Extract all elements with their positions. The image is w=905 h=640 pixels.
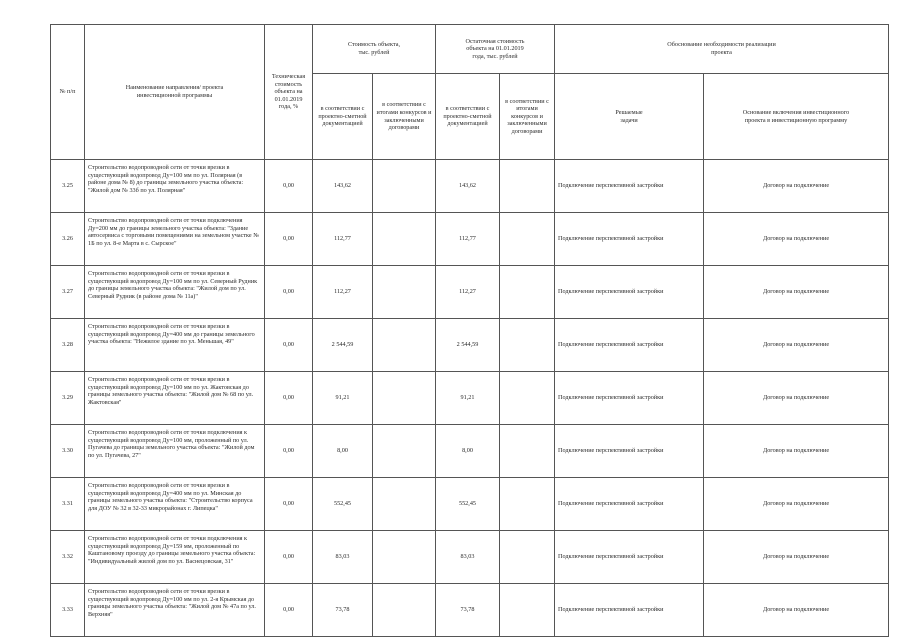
task-value: Подключение перспективной застройки <box>555 584 704 637</box>
cost-design-value: 8,00 <box>313 425 373 478</box>
row-number: 3.30 <box>51 425 85 478</box>
residual-design-value: 8,00 <box>436 425 500 478</box>
tech-state-value: 0,00 <box>265 372 313 425</box>
tech-state-value: 0,00 <box>265 266 313 319</box>
project-name: Строительство водопроводной сети от точки врезки в существующий водопровод Ду=400 мм по ул. Минская до границы земельного участка объекта: "Строительство корпуса для ДОУ № 32 в 32-33 микрорайонах г. Липецка" <box>85 478 265 531</box>
project-name: Строительство водопроводной сети от точки подключения к существующий водопровод Ду=159 мм, проложенный по Каштановому проезду до границы земельного участка объекта: "Индивидуальный жилой дом по ул. Васнецовская, 31" <box>85 531 265 584</box>
residual-design-value: 112,77 <box>436 213 500 266</box>
table-row <box>51 584 889 637</box>
task-value: Подключение перспективной застройки <box>555 319 704 372</box>
table-row <box>51 372 889 425</box>
cost-tenders-value <box>373 478 436 531</box>
row-number: 3.31 <box>51 478 85 531</box>
header-tasks: Решаемые задачи <box>555 74 704 160</box>
header-justification-group: Обоснование необходимости реализации проекта <box>555 25 889 74</box>
cost-design-value: 73,78 <box>313 584 373 637</box>
project-name: Строительство водопроводной сети от точки врезки в существующий водопровод Ду=100 мм по ул. 2-я Крымская до границы земельного участка объекта: "Жилой дом № 47а по ул. Верхняя" <box>85 584 265 637</box>
header-cost-design: в соответствии с проектно-сметной документацией <box>313 74 373 160</box>
tech-state-value: 0,00 <box>265 213 313 266</box>
tech-state-value: 0,00 <box>265 478 313 531</box>
basis-value: Договор на подключение <box>704 531 889 584</box>
residual-design-value: 143,62 <box>436 160 500 213</box>
residual-design-value: 91,21 <box>436 372 500 425</box>
residual-tenders-value <box>500 584 555 637</box>
tech-state-value: 0,00 <box>265 160 313 213</box>
row-number: 3.32 <box>51 531 85 584</box>
residual-tenders-value <box>500 213 555 266</box>
basis-value: Договор на подключение <box>704 372 889 425</box>
cost-tenders-value <box>373 319 436 372</box>
table-row <box>51 425 889 478</box>
project-name: Строительство водопроводной сети от точки подключения Ду=200 мм до границы земельного участка объекта: "Здание автосервиса с торговыми помещениями на земельном участке № 1Б по ул. 8-е Марта в с. Сырское" <box>85 213 265 266</box>
residual-tenders-value <box>500 266 555 319</box>
task-value: Подключение перспективной застройки <box>555 531 704 584</box>
tech-state-value: 0,00 <box>265 425 313 478</box>
table-row <box>51 319 889 372</box>
cost-tenders-value <box>373 266 436 319</box>
cost-tenders-value <box>373 425 436 478</box>
project-name: Строительство водопроводной сети от точки врезки в существующий водопровод Ду=400 мм до границы земельного участка объекта: "Нежилое здание по ул. Меньшая, 49" <box>85 319 265 372</box>
table-row <box>51 266 889 319</box>
basis-value: Договор на подключение <box>704 584 889 637</box>
table-row <box>51 478 889 531</box>
residual-tenders-value <box>500 160 555 213</box>
tech-state-value: 0,00 <box>265 584 313 637</box>
row-number: 3.26 <box>51 213 85 266</box>
residual-tenders-value <box>500 372 555 425</box>
table-row <box>51 213 889 266</box>
task-value: Подключение перспективной застройки <box>555 478 704 531</box>
row-number: 3.28 <box>51 319 85 372</box>
basis-value: Договор на подключение <box>704 319 889 372</box>
row-number: 3.25 <box>51 160 85 213</box>
cost-tenders-value <box>373 372 436 425</box>
header-basis: Основание включения инвестиционного проекта в инвестиционную программу <box>704 74 889 160</box>
residual-design-value: 2 544,59 <box>436 319 500 372</box>
header-cost-group: Стоимость объекта, тыс. рублей <box>313 25 436 74</box>
residual-design-value: 112,27 <box>436 266 500 319</box>
residual-tenders-value <box>500 319 555 372</box>
basis-value: Договор на подключение <box>704 478 889 531</box>
residual-design-value: 83,03 <box>436 531 500 584</box>
task-value: Подключение перспективной застройки <box>555 160 704 213</box>
cost-design-value: 112,27 <box>313 266 373 319</box>
cost-tenders-value <box>373 213 436 266</box>
cost-design-value: 91,21 <box>313 372 373 425</box>
header-cost-tenders: в соответствии с итогами конкурсов и заключенными договорами <box>373 74 436 160</box>
cost-design-value: 83,03 <box>313 531 373 584</box>
cost-tenders-value <box>373 531 436 584</box>
basis-value: Договор на подключение <box>704 213 889 266</box>
task-value: Подключение перспективной застройки <box>555 213 704 266</box>
row-number: 3.33 <box>51 584 85 637</box>
residual-tenders-value <box>500 478 555 531</box>
cost-tenders-value <box>373 584 436 637</box>
project-name: Строительство водопроводной сети от точки врезки в существующий водопровод Ду=100 мм по ул. Северный Рудник до границы земельного участка объекта: "Жилой дом по ул. Северный Рудник (в районе дома № 11а)" <box>85 266 265 319</box>
residual-design-value: 552,45 <box>436 478 500 531</box>
basis-value: Договор на подключение <box>704 425 889 478</box>
cost-design-value: 2 544,59 <box>313 319 373 372</box>
project-name: Строительство водопроводной сети от точки подключения к существующий водопровод Ду=100 мм, проложенный по ул. Пугачева до границы земельного участка объекта: "Жилой дом по ул. Пугачева, 27" <box>85 425 265 478</box>
header-residual-tenders: в соответствии с итогами конкурсов и заключенными договорами <box>500 74 555 160</box>
investment-program-table <box>50 24 889 637</box>
cost-design-value: 143,62 <box>313 160 373 213</box>
residual-tenders-value <box>500 531 555 584</box>
cost-design-value: 112,77 <box>313 213 373 266</box>
residual-design-value: 73,78 <box>436 584 500 637</box>
cost-tenders-value <box>373 160 436 213</box>
header-residual-design: в соответствии с проектно-сметной документацией <box>436 74 500 160</box>
residual-tenders-value <box>500 425 555 478</box>
header-num: № п/п <box>51 25 85 160</box>
row-number: 3.29 <box>51 372 85 425</box>
header-tech-state: Техническая стоимость объекта на 01.01.2019 года, % <box>265 25 313 160</box>
project-name: Строительство водопроводной сети от точки врезки в существующий водопровод Ду=100 мм по ул. Жактовская до границы земельного участка объекта: "Жилой дом № 68 по ул. Жактовская" <box>85 372 265 425</box>
tech-state-value: 0,00 <box>265 319 313 372</box>
header-name: Наименование направления/ проекта инвестиционной программы <box>85 25 265 160</box>
task-value: Подключение перспективной застройки <box>555 266 704 319</box>
header-residual-group: Остаточная стоимость объекта на 01.01.2019 года, тыс. рублей <box>436 25 555 74</box>
cost-design-value: 552,45 <box>313 478 373 531</box>
basis-value: Договор на подключение <box>704 266 889 319</box>
project-name: Строительство водопроводной сети от точки врезки в существующий водопровод Ду=100 мм по ул. Полярная (в районе дома № 8) до границы земельного участка объекта: "Жилой дом № 33б по ул. Полярная" <box>85 160 265 213</box>
row-number: 3.27 <box>51 266 85 319</box>
table-row <box>51 531 889 584</box>
task-value: Подключение перспективной застройки <box>555 372 704 425</box>
table-row <box>51 160 889 213</box>
basis-value: Договор на подключение <box>704 160 889 213</box>
task-value: Подключение перспективной застройки <box>555 425 704 478</box>
tech-state-value: 0,00 <box>265 531 313 584</box>
